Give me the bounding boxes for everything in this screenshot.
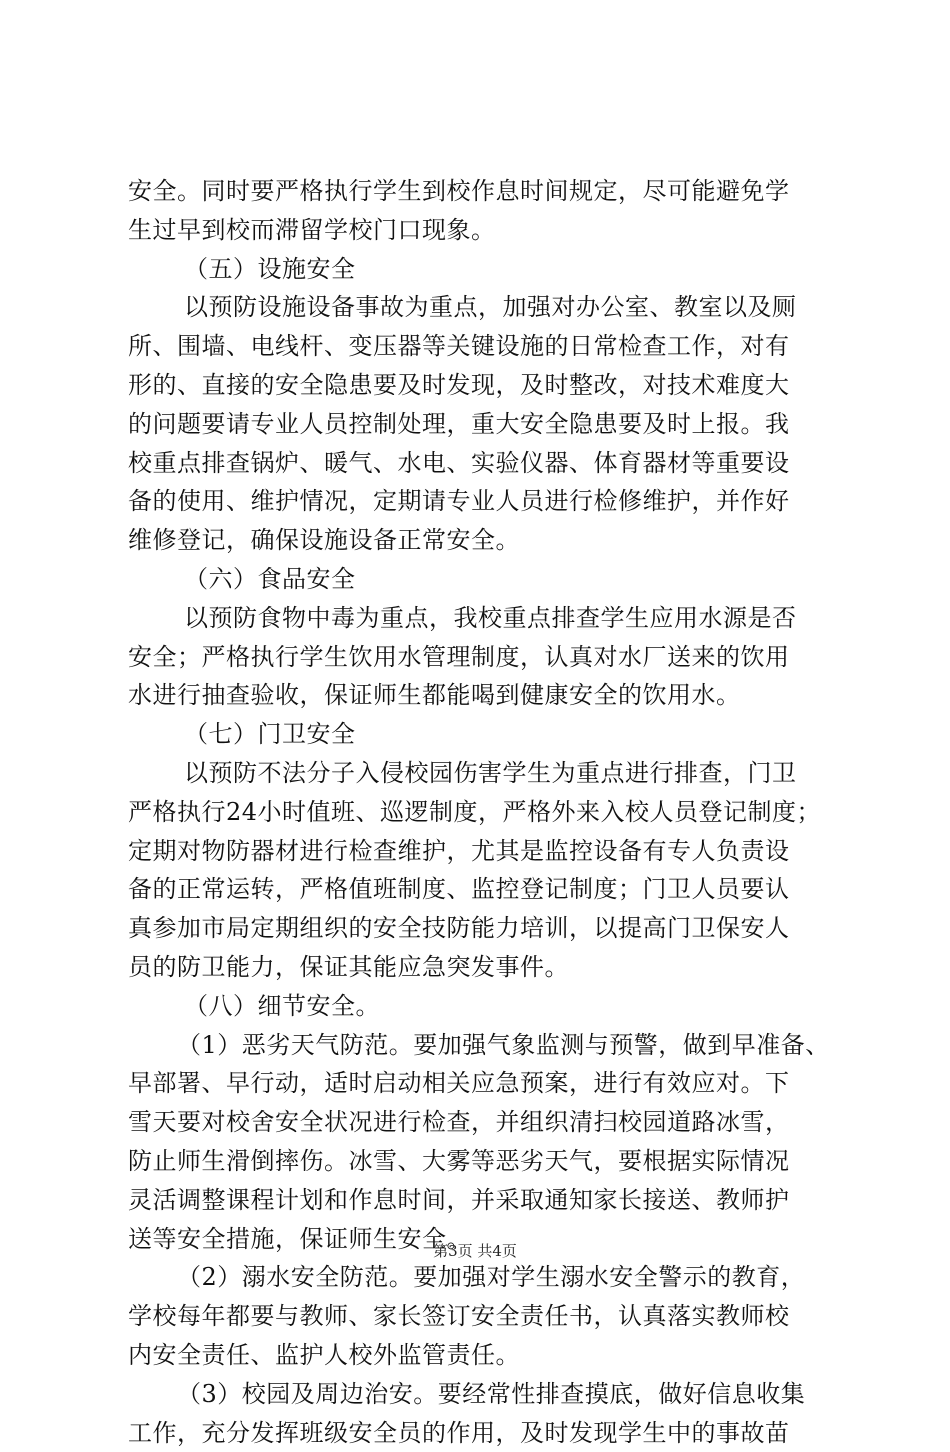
text-line: 早部署、早行动，适时启动相关应急预案，进行有效应对。下 xyxy=(128,1064,828,1103)
text-line: 学校每年都要与教师、家长签订安全责任书，认真落实教师校 xyxy=(128,1297,828,1336)
text-line: 校重点排查锅炉、暖气、水电、实验仪器、体育器材等重要设 xyxy=(128,444,828,483)
text-line: 备的正常运转，严格值班制度、监控登记制度；门卫人员要认 xyxy=(128,870,828,909)
page-number-footer: 第3页 共4页 xyxy=(0,1240,950,1261)
text-line: （2）溺水安全防范。要加强对学生溺水安全警示的教育， xyxy=(128,1258,828,1297)
text-line: 维修登记，确保设施设备正常安全。 xyxy=(128,521,828,560)
text-line: 工作，充分发挥班级安全员的作用，及时发现学生中的事故苗 xyxy=(128,1414,828,1452)
text-line: 内安全责任、监护人校外监管责任。 xyxy=(128,1336,828,1375)
text-line: 的问题要请专业人员控制处理，重大安全隐患要及时上报。我 xyxy=(128,405,828,444)
text-line: （八）细节安全。 xyxy=(128,987,828,1026)
text-line: 以预防食物中毒为重点，我校重点排查学生应用水源是否 xyxy=(128,599,828,638)
text-line: 定期对物防器材进行检查维护，尤其是监控设备有专人负责设 xyxy=(128,832,828,871)
text-line: （3）校园及周边治安。要经常性排查摸底，做好信息收集 xyxy=(128,1375,828,1414)
text-line: （五）设施安全 xyxy=(128,250,828,289)
text-line: 真参加市局定期组织的安全技防能力培训，以提高门卫保安人 xyxy=(128,909,828,948)
text-line: 安全。同时要严格执行学生到校作息时间规定，尽可能避免学 xyxy=(128,172,828,211)
text-line: （1）恶劣天气防范。要加强气象监测与预警，做到早准备、 xyxy=(128,1026,828,1065)
text-line: （六）食品安全 xyxy=(128,560,828,599)
text-line: 备的使用、维护情况，定期请专业人员进行检修维护，并作好 xyxy=(128,482,828,521)
text-line: 防止师生滑倒摔伤。冰雪、大雾等恶劣天气，要根据实际情况 xyxy=(128,1142,828,1181)
text-line: 安全；严格执行学生饮用水管理制度，认真对水厂送来的饮用 xyxy=(128,638,828,677)
text-line: 送等安全措施，保证师生安全。 xyxy=(128,1220,828,1259)
text-line: 水进行抽查验收，保证师生都能喝到健康安全的饮用水。 xyxy=(128,676,828,715)
text-line: 生过早到校而滞留学校门口现象。 xyxy=(128,211,828,250)
text-line: 员的防卫能力，保证其能应急突发事件。 xyxy=(128,948,828,987)
text-line: 以预防设施设备事故为重点，加强对办公室、教室以及厕 xyxy=(128,288,828,327)
text-line: 雪天要对校舍安全状况进行检查，并组织清扫校园道路冰雪， xyxy=(128,1103,828,1142)
text-line: 以预防不法分子入侵校园伤害学生为重点进行排查，门卫 xyxy=(128,754,828,793)
text-line: （七）门卫安全 xyxy=(128,715,828,754)
text-line: 形的、直接的安全隐患要及时发现，及时整改，对技术难度大 xyxy=(128,366,828,405)
text-line: 所、围墙、电线杆、变压器等关键设施的日常检查工作，对有 xyxy=(128,327,828,366)
text-line: 严格执行24小时值班、巡逻制度，严格外来入校人员登记制度； xyxy=(128,793,828,832)
text-line: 灵活调整课程计划和作息时间，并采取通知家长接送、教师护 xyxy=(128,1181,828,1220)
